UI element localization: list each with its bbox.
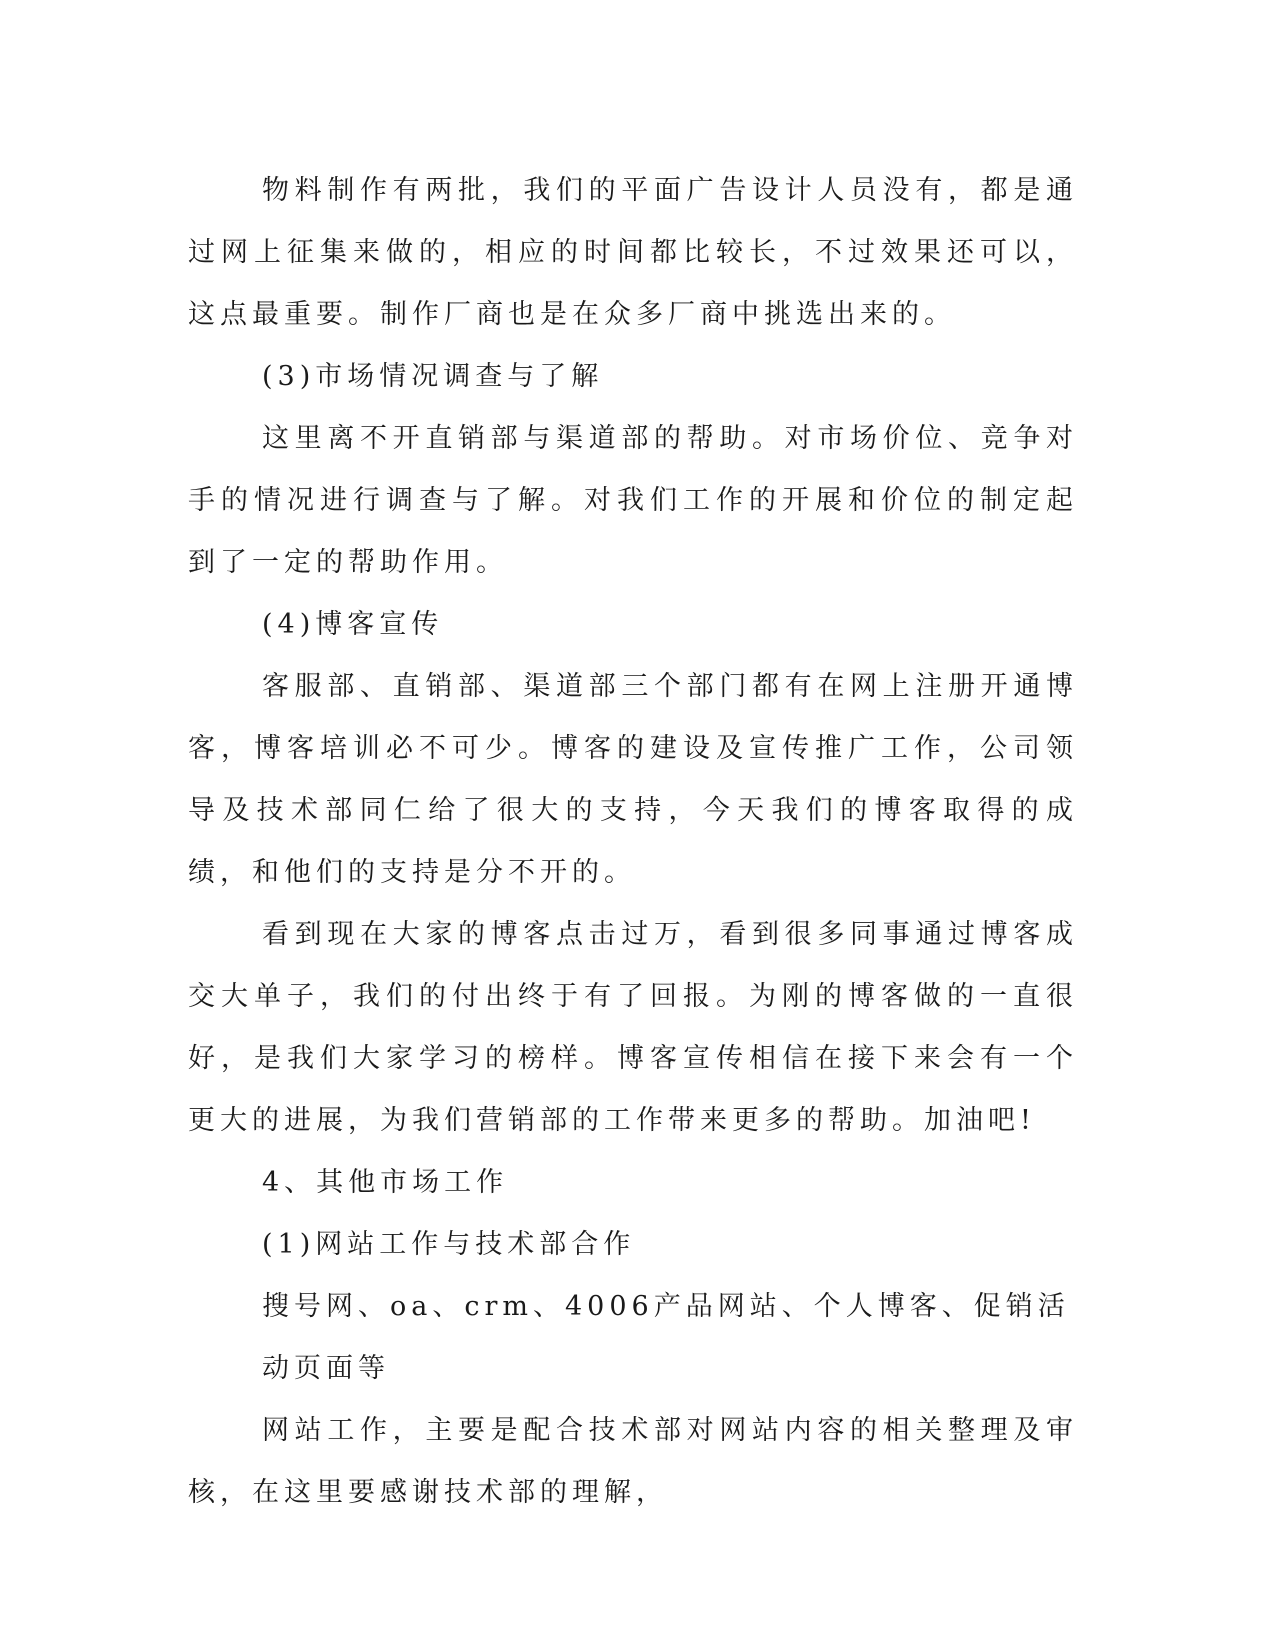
paragraph-blog-results: 看到现在大家的博客点击过万，看到很多同事通过博客成交大单子，我们的付出终于有了回报。为刚的博客做的一直很好，是我们大家学习的榜样。博客宣传相信在接下来会有一个更大的进展，为我们营销部的工作带来更多的帮助。加油吧! — [188, 919, 1078, 1136]
paragraph-website-work: 网站工作，主要是配合技术部对网站内容的相关整理及审核，在这里要感谢技术部的理解， — [188, 1415, 1078, 1508]
heading-market-research: (3)市场情况调查与了解 — [262, 361, 604, 392]
paragraph-blog-departments: 客服部、直销部、渠道部三个部门都有在网上注册开通博客，博客培训必不可少。博客的建设及宣传推广工作，公司领导及技术部同仁给了很大的支持，今天我们的博客取得的成绩，和他们的支持是分不开的。 — [188, 671, 1078, 888]
heading-other-market-work: 4、其他市场工作 — [262, 1167, 509, 1198]
heading-website-cooperation: (1)网站工作与技术部合作 — [262, 1229, 636, 1260]
document-body — [188, 160, 1078, 1524]
paragraph-materials: 物料制作有两批，我们的平面广告设计人员没有，都是通过网上征集来做的，相应的时间都比较长，不过效果还可以，这点最重要。制作厂商也是在众多厂商中挑选出来的。 — [188, 175, 1078, 330]
paragraph-market-research: 这里离不开直销部与渠道部的帮助。对市场价位、竞争对手的情况进行调查与了解。对我们工作的开展和价位的制定起到了一定的帮助作用。 — [188, 423, 1078, 578]
line-website-list: 搜号网、oa、crm、4006产品网站、个人博客、促销活动页面等 — [262, 1291, 1070, 1384]
heading-blog-promotion: (4)博客宣传 — [262, 609, 444, 640]
